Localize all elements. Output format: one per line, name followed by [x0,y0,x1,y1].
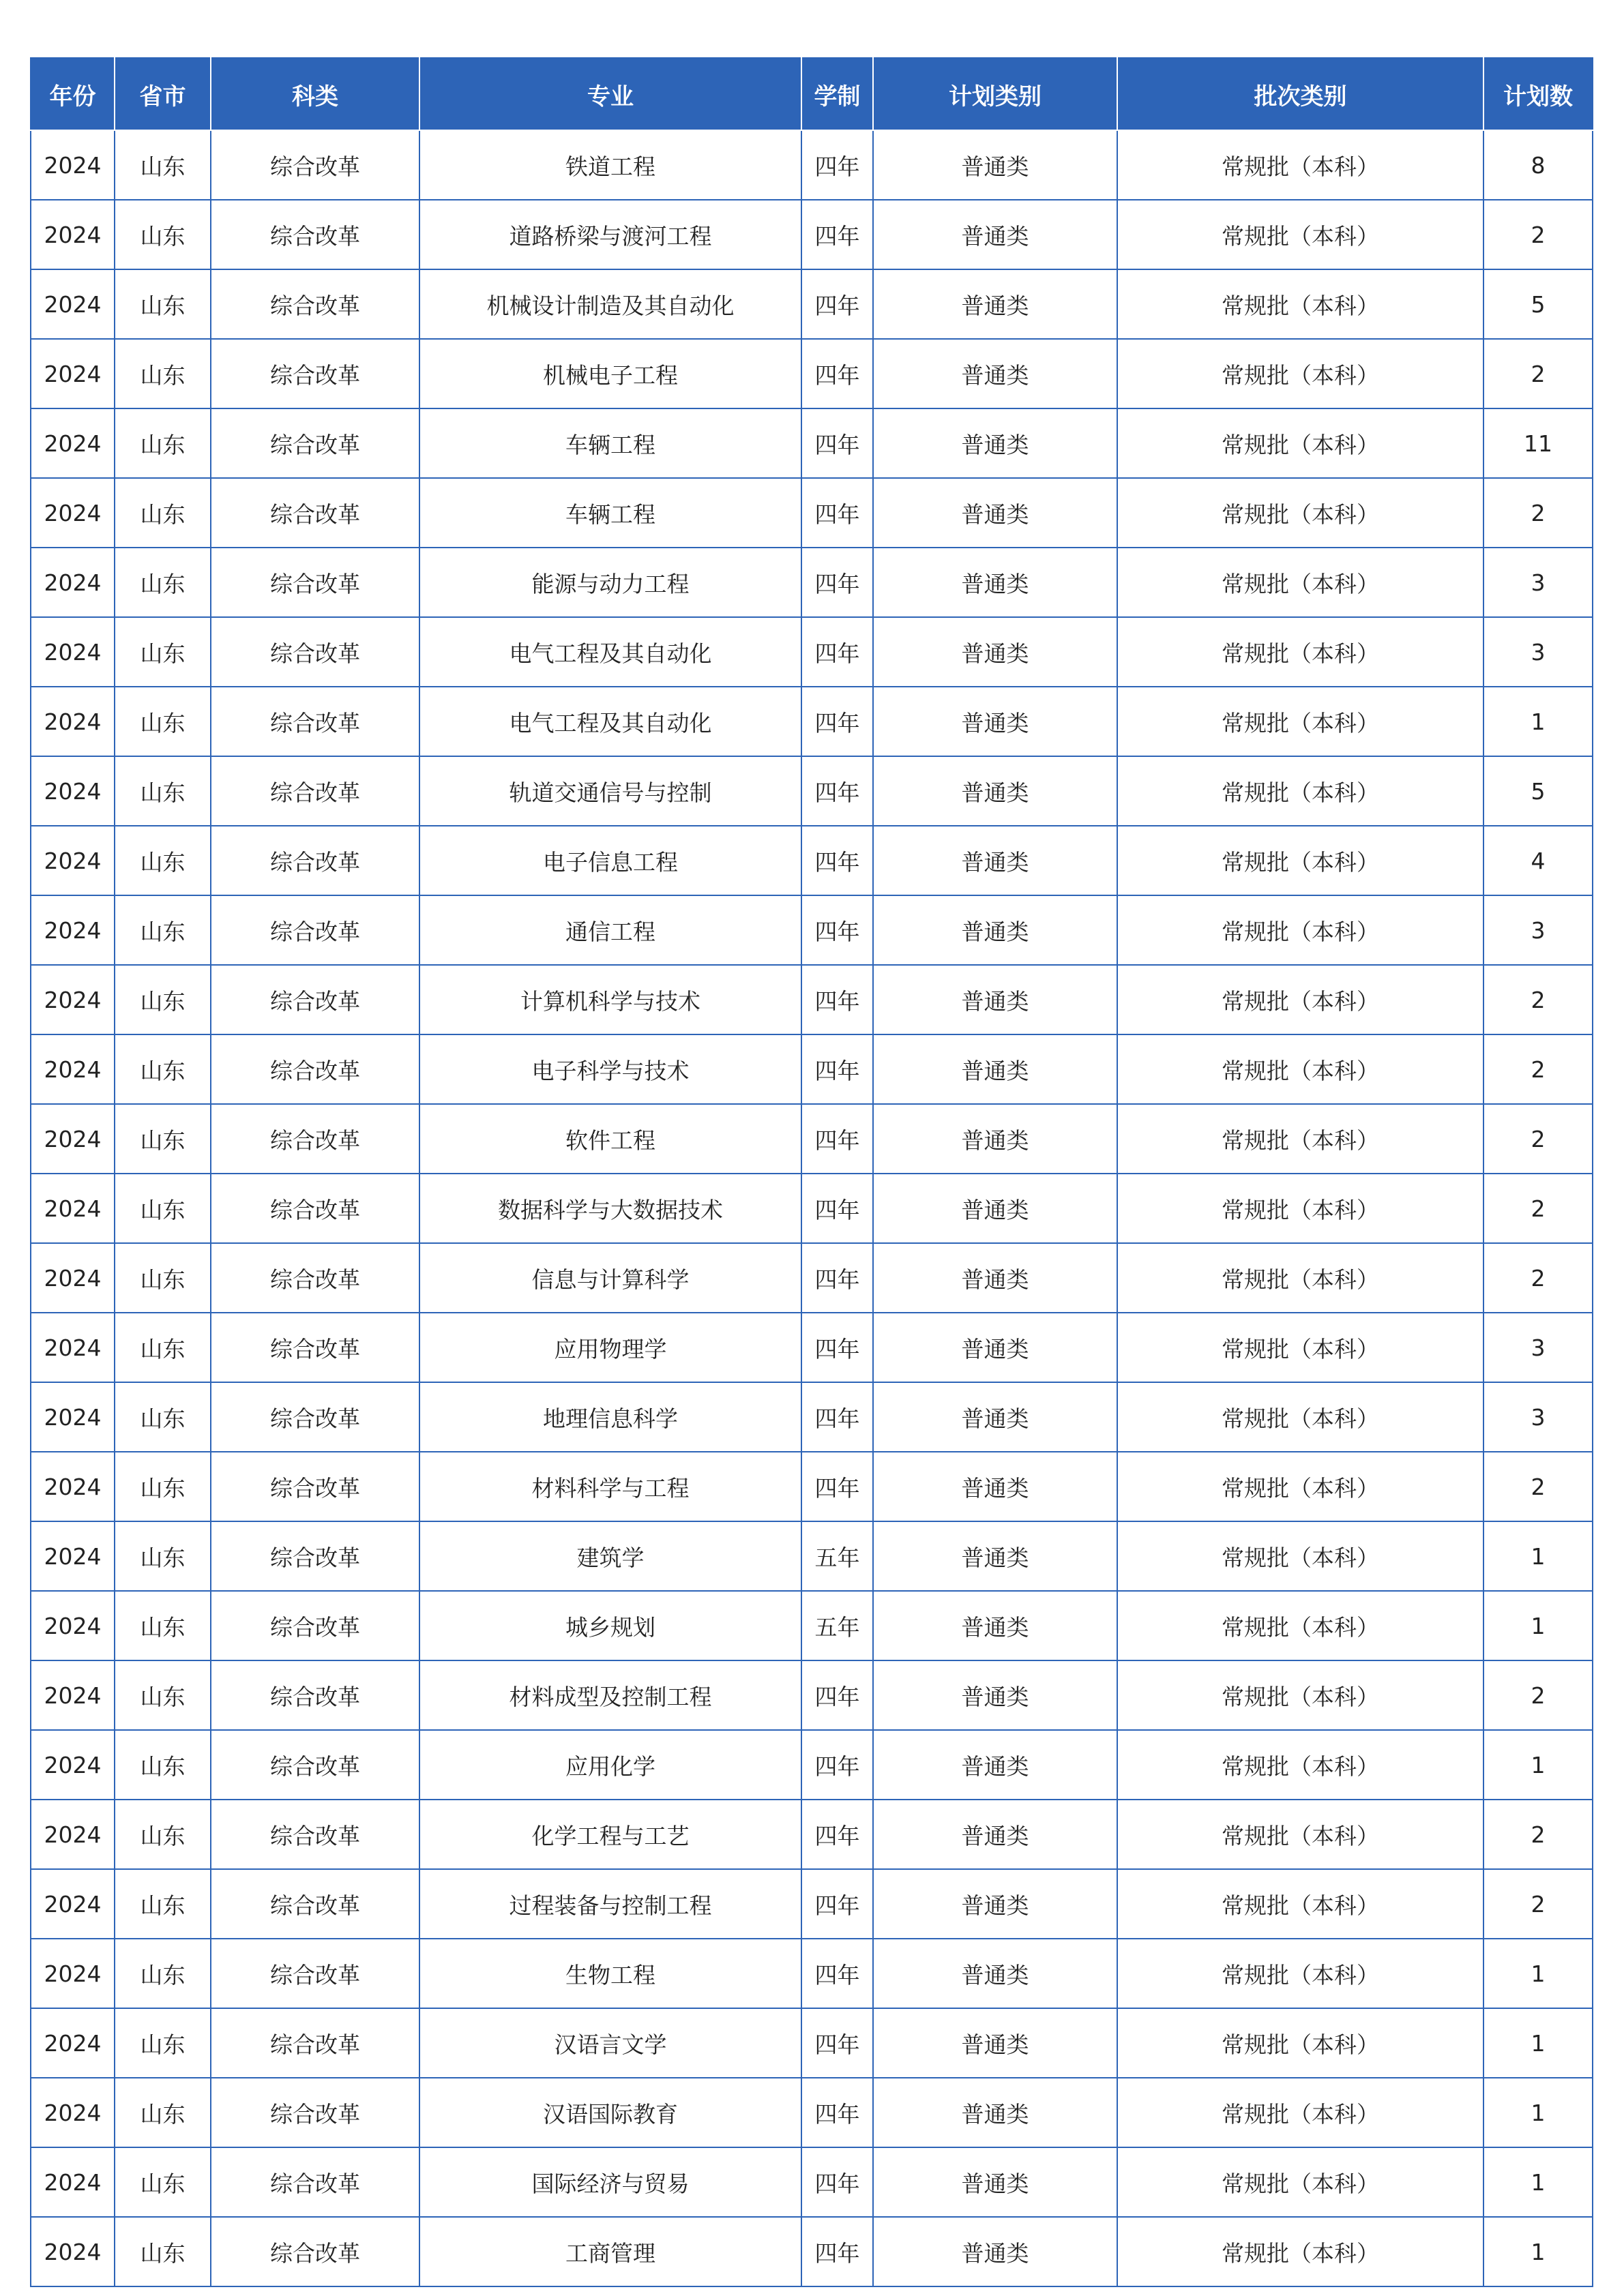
cell-duration: 四年 [801,339,873,408]
cell-major: 材料科学与工程 [419,1452,801,1521]
cell-year: 2024 [31,1800,115,1869]
cell-major: 应用化学 [419,1730,801,1800]
cell-duration: 四年 [801,548,873,617]
cell-category: 综合改革 [211,2147,419,2217]
cell-year: 2024 [31,826,115,895]
cell-province: 山东 [115,2217,211,2286]
cell-major: 汉语国际教育 [419,2078,801,2147]
cell-province: 山东 [115,1521,211,1591]
cell-plan-type: 普通类 [873,200,1117,269]
cell-batch: 常规批（本科） [1117,1521,1483,1591]
cell-count: 2 [1483,1034,1593,1104]
cell-province: 山东 [115,1104,211,1174]
cell-count: 2 [1483,1869,1593,1939]
cell-batch: 常规批（本科） [1117,1243,1483,1313]
cell-batch: 常规批（本科） [1117,687,1483,756]
cell-major: 化学工程与工艺 [419,1800,801,1869]
cell-major: 轨道交通信号与控制 [419,756,801,826]
table-row [31,826,1593,895]
cell-major: 汉语言文学 [419,2008,801,2078]
cell-province: 山东 [115,2078,211,2147]
cell-count: 3 [1483,895,1593,965]
cell-count: 1 [1483,1521,1593,1591]
cell-year: 2024 [31,687,115,756]
cell-duration: 四年 [801,756,873,826]
cell-province: 山东 [115,1313,211,1382]
cell-plan-type: 普通类 [873,1800,1117,1869]
cell-major: 地理信息科学 [419,1382,801,1452]
cell-year: 2024 [31,2008,115,2078]
cell-batch: 常规批（本科） [1117,1313,1483,1382]
cell-batch: 常规批（本科） [1117,1800,1483,1869]
cell-year: 2024 [31,1939,115,2008]
cell-plan-type: 普通类 [873,1174,1117,1243]
cell-plan-type: 普通类 [873,965,1117,1034]
cell-province: 山东 [115,269,211,339]
cell-province: 山东 [115,548,211,617]
cell-count: 2 [1483,1174,1593,1243]
cell-major: 应用物理学 [419,1313,801,1382]
cell-year: 2024 [31,1034,115,1104]
cell-category: 综合改革 [211,1660,419,1730]
table-row [31,1243,1593,1313]
cell-category: 综合改革 [211,1034,419,1104]
cell-year: 2024 [31,965,115,1034]
cell-province: 山东 [115,1034,211,1104]
cell-year: 2024 [31,1104,115,1174]
table-body [31,130,1593,2286]
cell-major: 信息与计算科学 [419,1243,801,1313]
cell-plan-type: 普通类 [873,756,1117,826]
table-row [31,2147,1593,2217]
cell-year: 2024 [31,2078,115,2147]
cell-duration: 四年 [801,1869,873,1939]
cell-year: 2024 [31,269,115,339]
table-row [31,1174,1593,1243]
cell-province: 山东 [115,826,211,895]
cell-year: 2024 [31,548,115,617]
cell-category: 综合改革 [211,130,419,200]
cell-count: 1 [1483,2147,1593,2217]
cell-major: 城乡规划 [419,1591,801,1660]
cell-batch: 常规批（本科） [1117,1730,1483,1800]
header-count: 计划数 [1483,58,1593,130]
table-row [31,1591,1593,1660]
cell-batch: 常规批（本科） [1117,200,1483,269]
cell-major: 电气工程及其自动化 [419,687,801,756]
cell-count: 2 [1483,200,1593,269]
cell-year: 2024 [31,2147,115,2217]
cell-province: 山东 [115,1730,211,1800]
cell-duration: 四年 [801,1313,873,1382]
cell-batch: 常规批（本科） [1117,2078,1483,2147]
table-row [31,1939,1593,2008]
cell-year: 2024 [31,1382,115,1452]
cell-major: 电子科学与技术 [419,1034,801,1104]
table-row [31,548,1593,617]
cell-count: 1 [1483,687,1593,756]
cell-year: 2024 [31,1313,115,1382]
cell-batch: 常规批（本科） [1117,2008,1483,2078]
cell-province: 山东 [115,1800,211,1869]
cell-major: 通信工程 [419,895,801,965]
table-row [31,617,1593,687]
cell-batch: 常规批（本科） [1117,1104,1483,1174]
cell-category: 综合改革 [211,756,419,826]
cell-duration: 四年 [801,2078,873,2147]
cell-plan-type: 普通类 [873,1730,1117,1800]
cell-province: 山东 [115,895,211,965]
cell-category: 综合改革 [211,1174,419,1243]
cell-category: 综合改革 [211,895,419,965]
cell-duration: 四年 [801,2217,873,2286]
cell-count: 2 [1483,1243,1593,1313]
header-row [31,58,1593,130]
cell-duration: 四年 [801,1800,873,1869]
cell-province: 山东 [115,1660,211,1730]
cell-count: 3 [1483,1313,1593,1382]
cell-category: 综合改革 [211,1869,419,1939]
cell-major: 能源与动力工程 [419,548,801,617]
table-row [31,130,1593,200]
cell-plan-type: 普通类 [873,1452,1117,1521]
cell-duration: 四年 [801,1660,873,1730]
cell-plan-type: 普通类 [873,1591,1117,1660]
cell-category: 综合改革 [211,2078,419,2147]
cell-count: 5 [1483,269,1593,339]
cell-batch: 常规批（本科） [1117,965,1483,1034]
cell-duration: 四年 [801,1034,873,1104]
cell-category: 综合改革 [211,687,419,756]
cell-province: 山东 [115,687,211,756]
cell-plan-type: 普通类 [873,2147,1117,2217]
table-row [31,965,1593,1034]
cell-plan-type: 普通类 [873,826,1117,895]
cell-major: 过程装备与控制工程 [419,1869,801,1939]
cell-year: 2024 [31,617,115,687]
cell-province: 山东 [115,1452,211,1521]
cell-province: 山东 [115,1939,211,2008]
cell-year: 2024 [31,895,115,965]
cell-batch: 常规批（本科） [1117,1939,1483,2008]
cell-duration: 四年 [801,1243,873,1313]
cell-category: 综合改革 [211,1939,419,2008]
table-row [31,1382,1593,1452]
cell-category: 综合改革 [211,1730,419,1800]
cell-plan-type: 普通类 [873,1521,1117,1591]
table-row [31,1800,1593,1869]
cell-major: 道路桥梁与渡河工程 [419,200,801,269]
cell-count: 1 [1483,2217,1593,2286]
cell-batch: 常规批（本科） [1117,1591,1483,1660]
cell-province: 山东 [115,2147,211,2217]
cell-count: 1 [1483,2078,1593,2147]
cell-year: 2024 [31,2217,115,2286]
cell-plan-type: 普通类 [873,1382,1117,1452]
cell-count: 2 [1483,1800,1593,1869]
cell-count: 3 [1483,617,1593,687]
cell-duration: 四年 [801,687,873,756]
cell-duration: 四年 [801,965,873,1034]
cell-province: 山东 [115,2008,211,2078]
cell-batch: 常规批（本科） [1117,1382,1483,1452]
enrollment-plan-table [30,57,1593,2287]
cell-count: 4 [1483,826,1593,895]
cell-duration: 四年 [801,895,873,965]
cell-province: 山东 [115,478,211,548]
cell-count: 3 [1483,1382,1593,1452]
cell-province: 山东 [115,200,211,269]
cell-year: 2024 [31,1521,115,1591]
cell-major: 软件工程 [419,1104,801,1174]
cell-year: 2024 [31,408,115,478]
table-row [31,478,1593,548]
cell-batch: 常规批（本科） [1117,408,1483,478]
cell-plan-type: 普通类 [873,2078,1117,2147]
cell-duration: 四年 [801,2147,873,2217]
header-duration: 学制 [801,58,873,130]
table-row [31,687,1593,756]
cell-category: 综合改革 [211,1521,419,1591]
table-row [31,200,1593,269]
header-year: 年份 [31,58,115,130]
table-row [31,2217,1593,2286]
cell-province: 山东 [115,965,211,1034]
cell-count: 8 [1483,130,1593,200]
table-row [31,1730,1593,1800]
cell-plan-type: 普通类 [873,1939,1117,2008]
cell-batch: 常规批（本科） [1117,548,1483,617]
cell-batch: 常规批（本科） [1117,1660,1483,1730]
cell-count: 2 [1483,1452,1593,1521]
table-row [31,756,1593,826]
cell-duration: 四年 [801,1730,873,1800]
cell-plan-type: 普通类 [873,687,1117,756]
cell-major: 数据科学与大数据技术 [419,1174,801,1243]
cell-count: 2 [1483,1660,1593,1730]
cell-province: 山东 [115,1174,211,1243]
cell-count: 1 [1483,1730,1593,1800]
cell-count: 1 [1483,1939,1593,2008]
cell-batch: 常规批（本科） [1117,130,1483,200]
table-row [31,408,1593,478]
cell-duration: 四年 [801,1939,873,2008]
cell-province: 山东 [115,408,211,478]
cell-duration: 四年 [801,826,873,895]
cell-plan-type: 普通类 [873,2008,1117,2078]
cell-count: 2 [1483,965,1593,1034]
cell-category: 综合改革 [211,408,419,478]
cell-batch: 常规批（本科） [1117,1869,1483,1939]
cell-province: 山东 [115,1243,211,1313]
cell-plan-type: 普通类 [873,130,1117,200]
cell-year: 2024 [31,339,115,408]
cell-duration: 四年 [801,130,873,200]
cell-plan-type: 普通类 [873,1313,1117,1382]
cell-batch: 常规批（本科） [1117,895,1483,965]
cell-category: 综合改革 [211,269,419,339]
cell-duration: 四年 [801,617,873,687]
cell-major: 车辆工程 [419,478,801,548]
table-row [31,895,1593,965]
cell-major: 铁道工程 [419,130,801,200]
table-row [31,1034,1593,1104]
cell-category: 综合改革 [211,200,419,269]
cell-plan-type: 普通类 [873,269,1117,339]
cell-major: 电子信息工程 [419,826,801,895]
cell-major: 电气工程及其自动化 [419,617,801,687]
table-header [31,58,1593,130]
cell-plan-type: 普通类 [873,895,1117,965]
cell-plan-type: 普通类 [873,2217,1117,2286]
cell-plan-type: 普通类 [873,408,1117,478]
table-row [31,1521,1593,1591]
cell-year: 2024 [31,130,115,200]
cell-category: 综合改革 [211,1313,419,1382]
cell-duration: 四年 [801,1382,873,1452]
cell-category: 综合改革 [211,1800,419,1869]
cell-major: 建筑学 [419,1521,801,1591]
cell-batch: 常规批（本科） [1117,1174,1483,1243]
cell-category: 综合改革 [211,965,419,1034]
cell-province: 山东 [115,1591,211,1660]
cell-year: 2024 [31,1660,115,1730]
cell-duration: 四年 [801,1452,873,1521]
header-major: 专业 [419,58,801,130]
cell-count: 5 [1483,756,1593,826]
cell-year: 2024 [31,1591,115,1660]
cell-count: 2 [1483,478,1593,548]
cell-category: 综合改革 [211,478,419,548]
table-row [31,2078,1593,2147]
cell-category: 综合改革 [211,1243,419,1313]
cell-duration: 四年 [801,1104,873,1174]
cell-duration: 四年 [801,269,873,339]
cell-batch: 常规批（本科） [1117,478,1483,548]
cell-year: 2024 [31,200,115,269]
cell-category: 综合改革 [211,1104,419,1174]
cell-category: 综合改革 [211,548,419,617]
cell-plan-type: 普通类 [873,1660,1117,1730]
cell-duration: 五年 [801,1591,873,1660]
cell-major: 机械设计制造及其自动化 [419,269,801,339]
cell-count: 1 [1483,1591,1593,1660]
cell-plan-type: 普通类 [873,548,1117,617]
cell-major: 材料成型及控制工程 [419,1660,801,1730]
cell-major: 工商管理 [419,2217,801,2286]
cell-batch: 常规批（本科） [1117,339,1483,408]
table-row [31,2008,1593,2078]
cell-category: 综合改革 [211,1452,419,1521]
cell-batch: 常规批（本科） [1117,1452,1483,1521]
header-province: 省市 [115,58,211,130]
cell-duration: 四年 [801,1174,873,1243]
cell-category: 综合改革 [211,617,419,687]
cell-plan-type: 普通类 [873,339,1117,408]
cell-count: 3 [1483,548,1593,617]
cell-batch: 常规批（本科） [1117,2217,1483,2286]
cell-count: 2 [1483,339,1593,408]
table-row [31,1104,1593,1174]
cell-batch: 常规批（本科） [1117,269,1483,339]
cell-category: 综合改革 [211,339,419,408]
cell-year: 2024 [31,1869,115,1939]
cell-duration: 四年 [801,408,873,478]
header-plan-type: 计划类别 [873,58,1117,130]
cell-count: 1 [1483,2008,1593,2078]
cell-year: 2024 [31,1452,115,1521]
cell-major: 国际经济与贸易 [419,2147,801,2217]
cell-year: 2024 [31,1174,115,1243]
cell-year: 2024 [31,1730,115,1800]
table-row [31,269,1593,339]
cell-plan-type: 普通类 [873,1034,1117,1104]
cell-major: 生物工程 [419,1939,801,2008]
cell-batch: 常规批（本科） [1117,617,1483,687]
cell-duration: 四年 [801,2008,873,2078]
table-row [31,1660,1593,1730]
cell-batch: 常规批（本科） [1117,2147,1483,2217]
cell-major: 车辆工程 [419,408,801,478]
cell-province: 山东 [115,756,211,826]
cell-batch: 常规批（本科） [1117,826,1483,895]
header-batch: 批次类别 [1117,58,1483,130]
cell-category: 综合改革 [211,2008,419,2078]
cell-category: 综合改革 [211,1591,419,1660]
cell-batch: 常规批（本科） [1117,756,1483,826]
table-row [31,1313,1593,1382]
cell-province: 山东 [115,1869,211,1939]
cell-duration: 四年 [801,478,873,548]
cell-province: 山东 [115,1382,211,1452]
cell-plan-type: 普通类 [873,617,1117,687]
cell-count: 11 [1483,408,1593,478]
cell-major: 计算机科学与技术 [419,965,801,1034]
cell-duration: 四年 [801,200,873,269]
table-row [31,1869,1593,1939]
table-row [31,1452,1593,1521]
enrollment-plan-sheet [30,57,1592,2287]
cell-count: 2 [1483,1104,1593,1174]
cell-year: 2024 [31,478,115,548]
cell-duration: 五年 [801,1521,873,1591]
cell-year: 2024 [31,1243,115,1313]
cell-year: 2024 [31,756,115,826]
cell-province: 山东 [115,339,211,408]
cell-plan-type: 普通类 [873,1243,1117,1313]
cell-plan-type: 普通类 [873,1869,1117,1939]
cell-category: 综合改革 [211,2217,419,2286]
cell-category: 综合改革 [211,826,419,895]
cell-province: 山东 [115,130,211,200]
table-row [31,339,1593,408]
cell-province: 山东 [115,617,211,687]
cell-plan-type: 普通类 [873,478,1117,548]
cell-major: 机械电子工程 [419,339,801,408]
cell-plan-type: 普通类 [873,1104,1117,1174]
header-category: 科类 [211,58,419,130]
cell-batch: 常规批（本科） [1117,1034,1483,1104]
cell-category: 综合改革 [211,1382,419,1452]
